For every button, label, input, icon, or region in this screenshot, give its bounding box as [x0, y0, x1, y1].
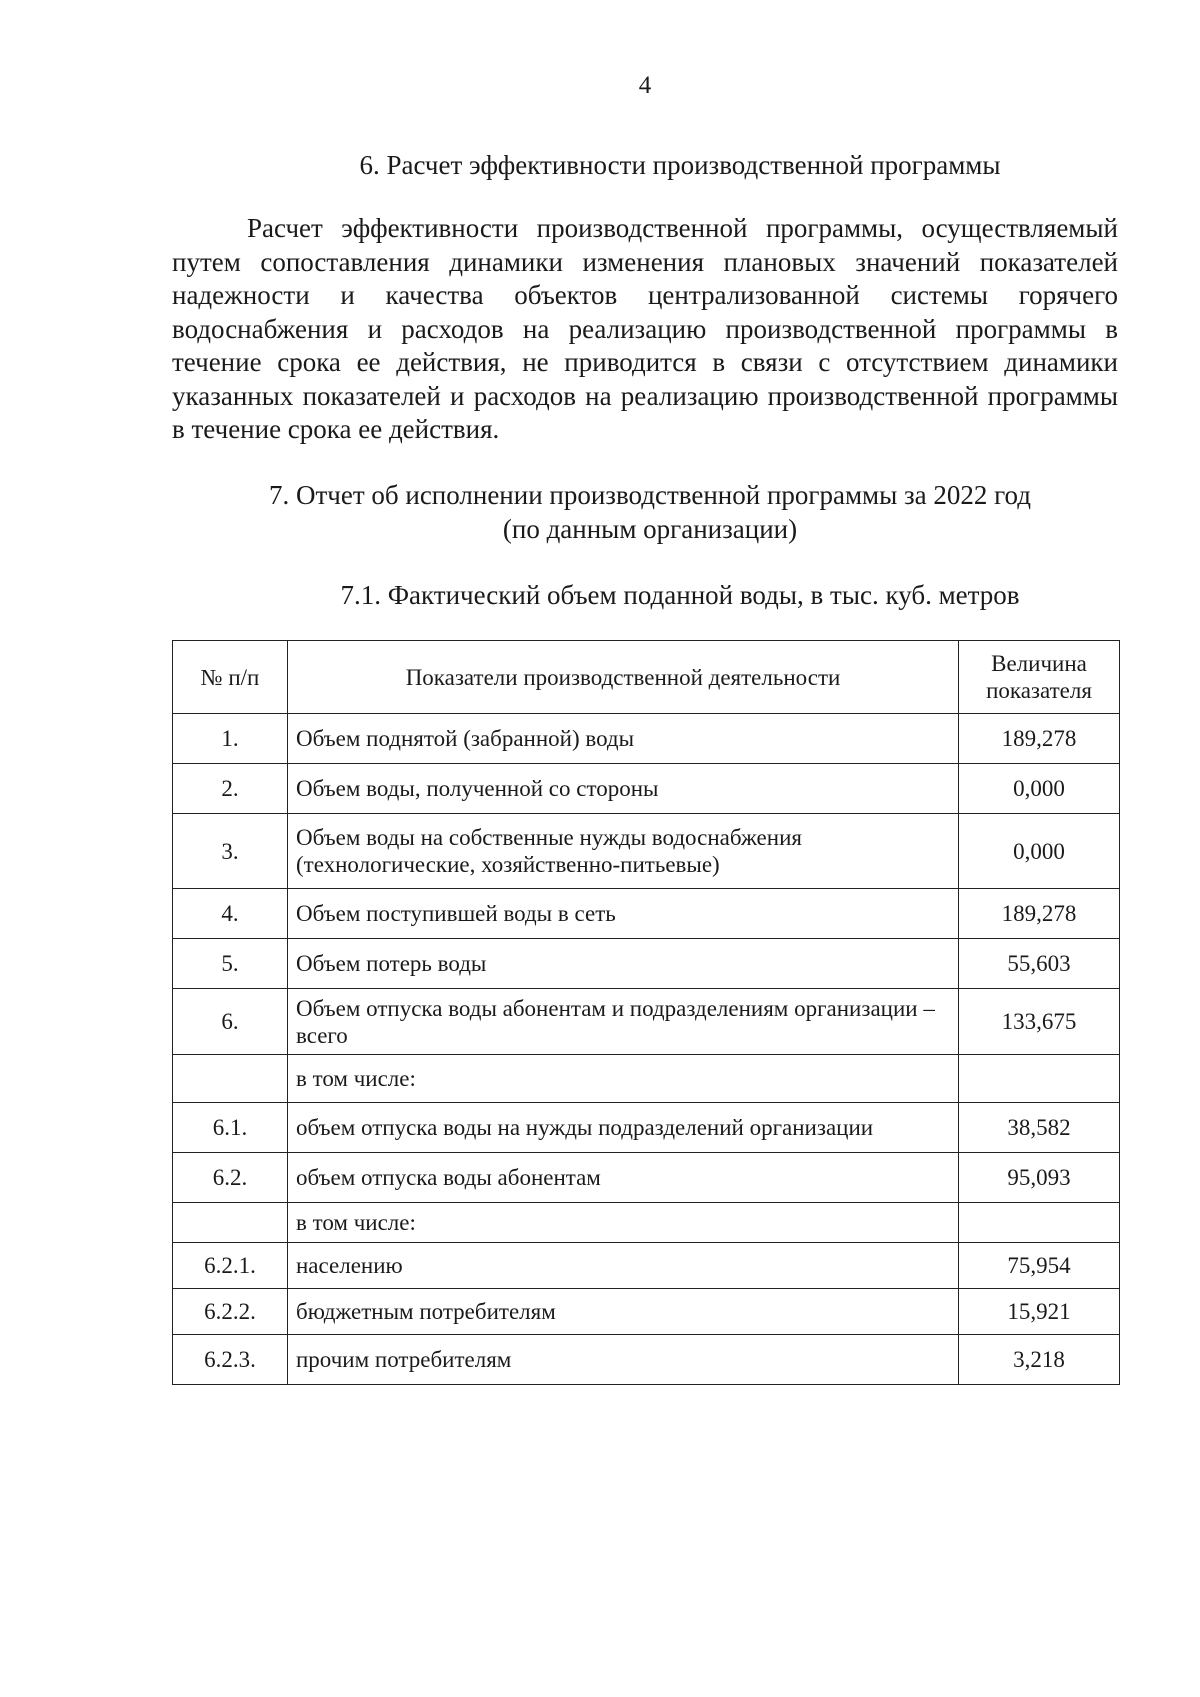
table-row	[173, 1055, 1120, 1103]
table-row	[173, 1103, 1120, 1153]
row-value-cell: 75,954	[959, 1243, 1120, 1289]
row-value-cell: 189,278	[959, 714, 1120, 764]
row-value-cell: 0,000	[959, 764, 1120, 814]
row-value-cell: 0,000	[959, 814, 1120, 889]
table-row	[173, 814, 1120, 889]
table-row	[173, 714, 1120, 764]
section-6-title: 6. Расчет эффективности производственной программы	[359, 150, 1001, 180]
row-number-cell: 6.2.2.	[173, 1289, 288, 1335]
row-indicator-cell: в том числе:	[288, 1055, 959, 1103]
table-row	[173, 889, 1120, 939]
row-indicator-cell: Объем поступившей воды в сеть	[288, 889, 959, 939]
row-number-cell: 2.	[173, 764, 288, 814]
row-number-cell: 6.2.1.	[173, 1243, 288, 1289]
row-number-cell: 4.	[173, 889, 288, 939]
row-value-cell: 38,582	[959, 1103, 1120, 1153]
row-indicator-cell: объем отпуска воды абонентам	[288, 1153, 959, 1203]
row-indicator-cell: в том числе:	[288, 1203, 959, 1243]
table-row	[173, 989, 1120, 1055]
row-value-cell: 189,278	[959, 889, 1120, 939]
row-value-cell: 133,675	[959, 989, 1120, 1055]
row-number-cell: 6.2.	[173, 1153, 288, 1203]
row-number-cell: 6.1.	[173, 1103, 288, 1153]
section-6-paragraph: Расчет эффективности производственной программы, осуществляемый путем сопоставления динамики изменения плановых значений показателей надежности и качества объектов централизованной системы горячего водоснабжения и расходов на реализацию производственной программы в течение срока ее действия, не приводится в связи с отсутствием динамики указанных показателей и расходов на реализацию производственной программы в течение срока ее действия.	[172, 213, 1118, 444]
row-number-cell: 6.	[173, 989, 288, 1055]
row-indicator-cell: Объем воды, полученной со стороны	[288, 764, 959, 814]
row-value-cell: 3,218	[959, 1335, 1120, 1385]
row-value-cell	[959, 1203, 1120, 1243]
header-num: № п/п	[173, 641, 288, 714]
table-row	[173, 939, 1120, 989]
table-row	[173, 1153, 1120, 1203]
row-number-cell	[173, 1203, 288, 1243]
row-value-cell: 15,921	[959, 1289, 1120, 1335]
row-indicator-cell: бюджетным потребителям	[288, 1289, 959, 1335]
subsection-7-1-title: 7.1. Фактический объем поданной воды, в тыс. куб. метров	[340, 580, 1020, 610]
row-number-cell	[173, 1055, 288, 1103]
row-indicator-cell: Объем поднятой (забранной) воды	[288, 714, 959, 764]
header-indicator: Показатели производственной деятельности	[288, 641, 959, 714]
table-body	[173, 714, 1120, 1385]
row-number-cell: 6.2.3.	[173, 1335, 288, 1385]
row-value-cell	[959, 1055, 1120, 1103]
row-number-cell: 1.	[173, 714, 288, 764]
section-7-title-line-2: (по данным организации)	[502, 514, 798, 544]
page-number: 4	[638, 72, 652, 99]
row-indicator-cell: объем отпуска воды на нужды подразделений организации	[288, 1103, 959, 1153]
row-number-cell: 5.	[173, 939, 288, 989]
row-indicator-cell: прочим потребителям	[288, 1335, 959, 1385]
table-row	[173, 1203, 1120, 1243]
row-indicator-cell: Объем отпуска воды абонентам и подразделениям организации – всего	[288, 989, 959, 1055]
section-7-title	[170, 478, 1130, 546]
table-row	[173, 1335, 1120, 1385]
row-number-cell: 3.	[173, 814, 288, 889]
row-value-cell: 95,093	[959, 1153, 1120, 1203]
row-indicator-cell: Объем воды на собственные нужды водоснабжения (технологические, хозяйственно-питьевые)	[288, 814, 959, 889]
row-indicator-cell: населению	[288, 1243, 959, 1289]
section-7-title-line-1: 7. Отчет об исполнении производственной программы за 2022 год	[268, 480, 1032, 510]
row-value-cell: 55,603	[959, 939, 1120, 989]
table-row	[173, 1243, 1120, 1289]
row-indicator-cell: Объем потерь воды	[288, 939, 959, 989]
table-row	[173, 1289, 1120, 1335]
header-value: Величина показателя	[959, 641, 1120, 714]
table-row	[173, 764, 1120, 814]
water-volume-table	[172, 640, 1120, 1385]
table-header-row	[173, 641, 1120, 714]
